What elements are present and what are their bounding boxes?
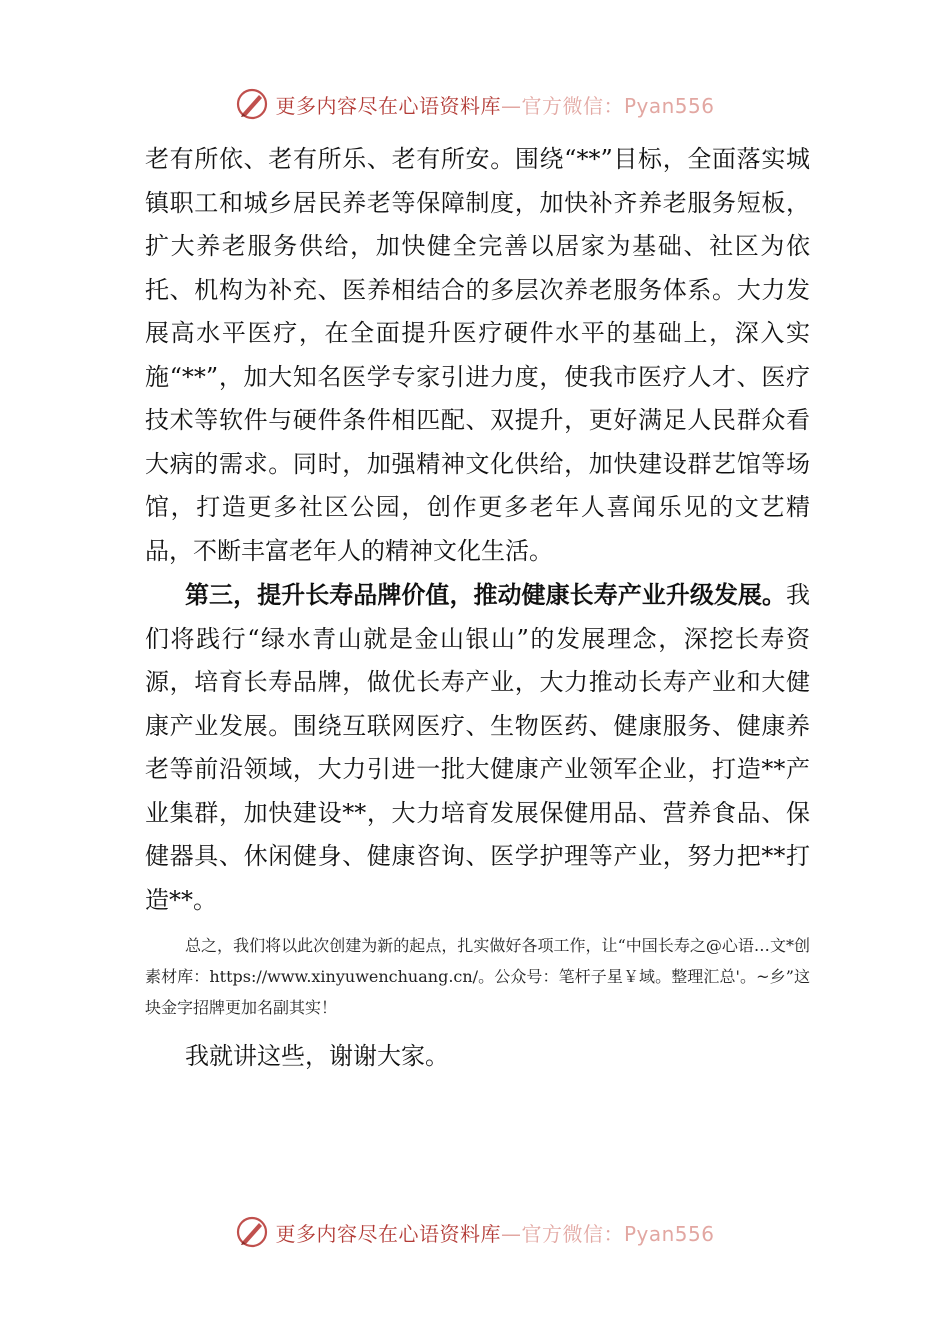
pen-logo-icon	[235, 1215, 269, 1249]
banner-highlight: 更多内容尽在心语资料库	[275, 1221, 501, 1246]
header-banner	[0, 84, 950, 124]
paragraph-1: 老有所依、老有所乐、老有所安。围绕“**”目标，全面落实城镇职工和城乡居民养老等保障制度，加快补齐养老服务短板，扩大养老服务供给，加快健全完善以居家为基础、社区为依托、机构为补充、医养相结合的多层次养老服务体系。大力发展高水平医疗，在全面提升医疗硬件水平的基础上，深入实施“**”，加大知名医学专家引进力度，使我市医疗人才、医疗技术等软件与硬件条件相匹配、双提升，更好满足人民群众看大病的需求。同时，加强精神文化供给，加快建设群艺馆等场馆，打造更多社区公园，创作更多老年人喜闻乐见的文艺精品，不断丰富老年人的精神文化生活。	[145, 145, 810, 565]
banner-text	[275, 90, 714, 119]
paragraph-2	[145, 573, 810, 922]
document-body	[145, 138, 810, 1078]
small-paragraph: 总之，我们将以此次创建为新的起点，扎实做好各项工作，让“中国长寿之@心语…文*创素材库：https://www.xinyuwenchuang.cn/。公众号：笔杆子星￥域。整理汇总'。~乡”这块金字招牌更加名副其实！	[145, 936, 810, 1017]
paragraph-2-text: 我们将践行“绿水青山就是金山银山”的发展理念，深挖长寿资源，培育长寿品牌，做优长寿产业，大力推动长寿产业和大健康产业发展。围绕互联网医疗、生物医药、健康服务、健康养老等前沿领域，大力引进一批大健康产业领军企业，打造**产业集群，加快建设**，大力培育发展保健用品、营养食品、保健器具、休闲健身、健康咨询、医学护理等产业，努力把**打造**。	[145, 581, 810, 914]
banner-highlight: 更多内容尽在心语资料库	[275, 93, 501, 118]
footer-banner	[0, 1212, 950, 1252]
paragraph-2-heading: 第三，提升长寿品牌价值，推动健康长寿产业升级发展。	[185, 580, 786, 609]
closing-line: 我就讲这些，谢谢大家。	[185, 1042, 449, 1070]
banner-text	[275, 1218, 714, 1247]
banner-rest: —官方微信：Pyan556	[500, 1221, 715, 1246]
banner-rest: —官方微信：Pyan556	[500, 93, 715, 118]
pen-logo-icon	[235, 87, 269, 121]
